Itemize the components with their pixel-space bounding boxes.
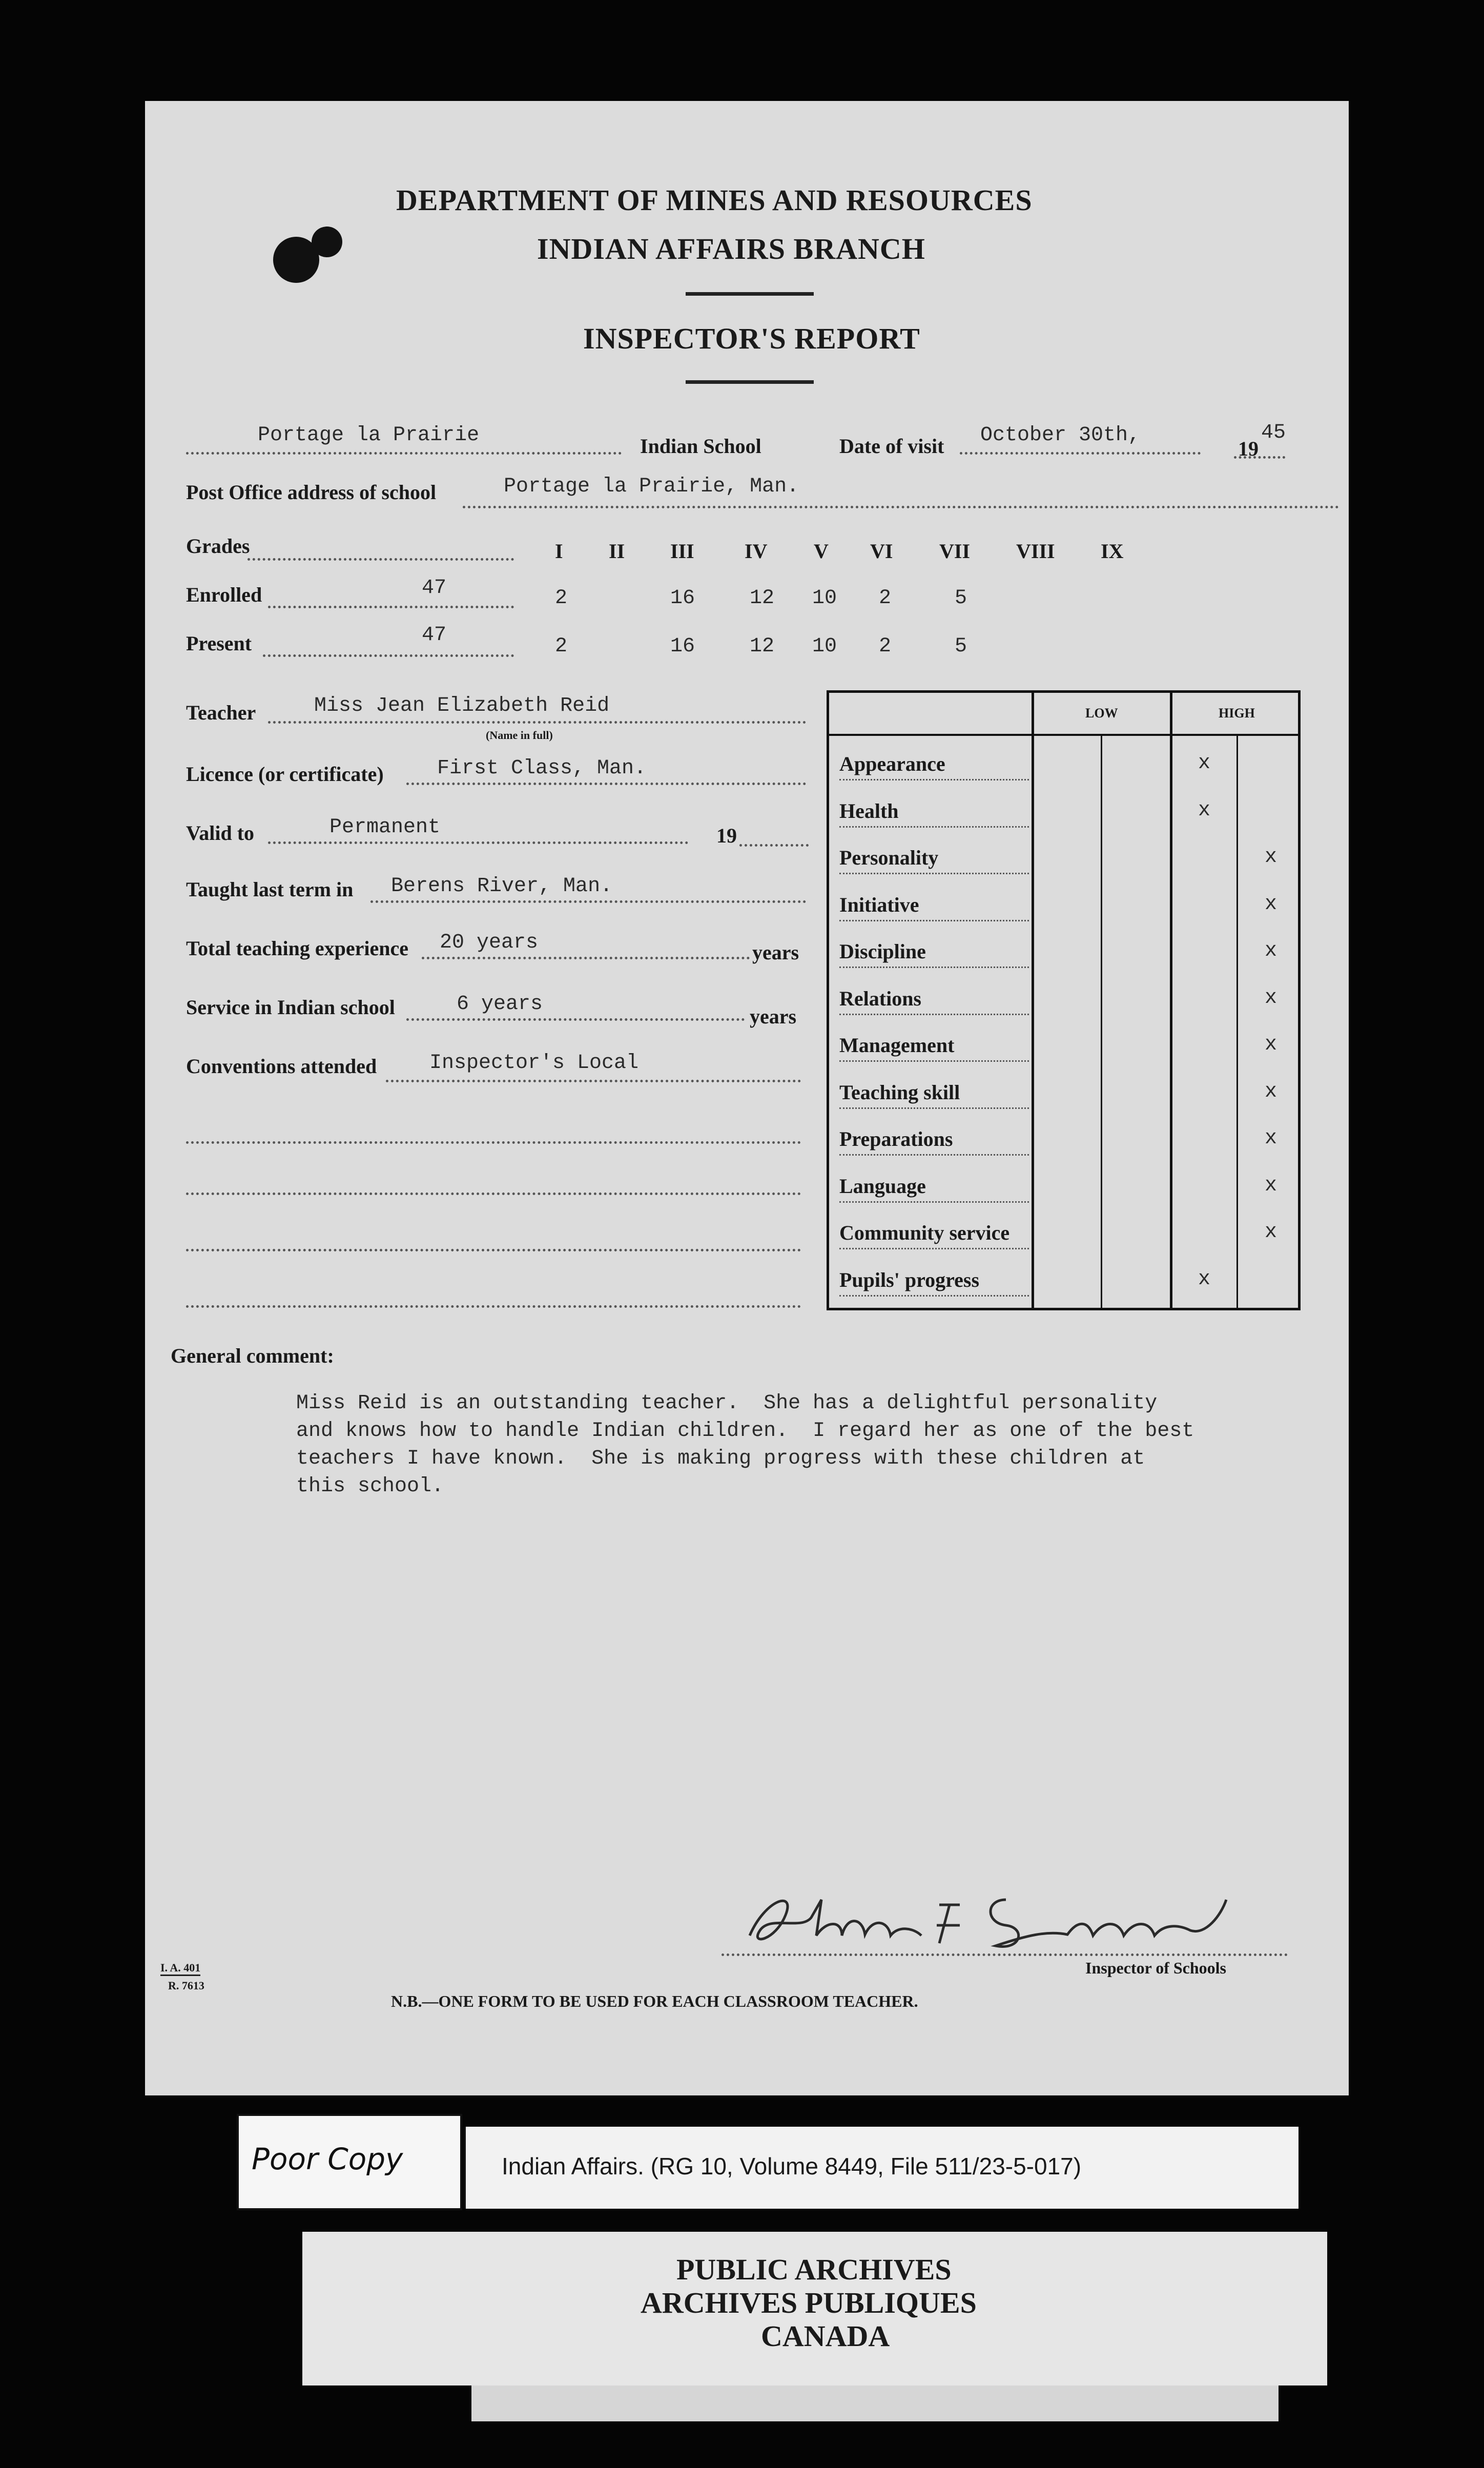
conventions-label: Conventions attended — [186, 1055, 377, 1078]
archives-line-2: ARCHIVES PUBLIQUES — [641, 2286, 977, 2319]
year-suffix: 45 — [1261, 421, 1286, 444]
school-name-line — [186, 452, 622, 455]
present-g1: 2 — [555, 635, 568, 658]
rating-label-teaching-skill: Teaching skill — [839, 1080, 960, 1104]
conventions-line — [386, 1080, 801, 1082]
present-line — [263, 654, 514, 657]
valid-value: Permanent — [329, 816, 441, 839]
enrolled-g1: 2 — [555, 587, 568, 610]
rating-dotted-line — [839, 1014, 1029, 1015]
general-comment-label: General comment: — [171, 1344, 334, 1367]
archives-stamp — [302, 2232, 1327, 2385]
rating-header-divider — [829, 734, 1298, 736]
indian-school-label: Indian School — [640, 435, 761, 458]
conventions-value: Inspector's Local — [429, 1052, 639, 1075]
grade-header-6: VI — [870, 540, 893, 563]
blank-line-2 — [186, 1192, 801, 1195]
rating-dotted-line — [839, 779, 1029, 780]
rating-table — [827, 690, 1301, 1310]
taught-label: Taught last term in — [186, 878, 354, 901]
header-rule-1 — [686, 292, 814, 296]
name-in-full-note: (Name in full) — [486, 729, 553, 742]
rating-col-line-1 — [1032, 693, 1034, 1308]
rating-label-health: Health — [839, 799, 899, 822]
department-title: DEPARTMENT OF MINES AND RESOURCES — [396, 183, 1033, 217]
rating-label-management: Management — [839, 1034, 955, 1057]
teacher-value: Miss Jean Elizabeth Reid — [314, 694, 610, 717]
rating-label-relations: Relations — [839, 986, 921, 1010]
valid-year-line — [739, 844, 809, 847]
rating-col-line-2 — [1101, 734, 1102, 1310]
year-line — [1234, 456, 1285, 459]
footer-note: N.B.—ONE FORM TO BE USED FOR EACH CLASSROOM TEACHER. — [391, 1992, 918, 2010]
rating-mark: x — [1198, 752, 1211, 775]
rating-mark: x — [1198, 798, 1211, 822]
enrolled-total: 47 — [422, 577, 447, 600]
rating-dotted-line — [839, 1060, 1029, 1062]
grades-line — [248, 558, 514, 561]
experience-label: Total teaching experience — [186, 937, 409, 960]
date-label: Date of visit — [839, 435, 944, 458]
date-value: October 30th, — [980, 424, 1141, 447]
comment-line-1: Miss Reid is an outstanding teacher. She has a delightful personality — [296, 1392, 1158, 1415]
grades-label: Grades — [186, 534, 250, 558]
valid-line — [268, 841, 688, 844]
rating-mark: x — [1265, 1080, 1277, 1103]
rating-dotted-line — [839, 873, 1029, 874]
grade-header-2: II — [609, 540, 625, 563]
enrolled-g7: 5 — [955, 587, 967, 610]
date-line — [960, 452, 1201, 455]
branch-title: INDIAN AFFAIRS BRANCH — [537, 232, 925, 265]
taught-value: Berens River, Man. — [391, 875, 613, 898]
present-g4: 12 — [750, 635, 775, 658]
archives-line-3: CANADA — [761, 2319, 890, 2353]
enrolled-g5: 10 — [812, 587, 837, 610]
archives-line-1: PUBLIC ARCHIVES — [676, 2253, 952, 2286]
poor-copy-stamp — [237, 2114, 462, 2210]
rating-mark: x — [1265, 892, 1277, 916]
comment-line-4: this school. — [296, 1475, 444, 1498]
archives-stamp-bottom-edge — [471, 2385, 1279, 2421]
rating-col-line-3 — [1170, 693, 1172, 1308]
rating-label-community-service: Community service — [839, 1221, 1010, 1244]
rating-mark: x — [1265, 1174, 1277, 1197]
rating-dotted-line — [839, 1248, 1029, 1249]
grade-header-7: VII — [939, 540, 971, 563]
grade-header-5: V — [814, 540, 829, 563]
rating-label-personality: Personality — [839, 846, 939, 869]
report-title: INSPECTOR'S REPORT — [583, 322, 920, 355]
ink-blot-small — [312, 227, 342, 257]
rating-label-appearance: Appearance — [839, 752, 945, 775]
experience-value: 20 years — [440, 931, 539, 954]
po-line — [463, 506, 1339, 508]
header-rule-2 — [686, 380, 814, 384]
blank-line-3 — [186, 1249, 801, 1251]
po-label: Post Office address of school — [186, 481, 437, 504]
rating-mark: x — [1265, 1127, 1277, 1150]
licence-label: Licence (or certificate) — [186, 763, 384, 786]
service-label: Service in Indian school — [186, 996, 395, 1019]
valid-year: 19 — [716, 824, 737, 847]
rating-dotted-line — [839, 1154, 1029, 1156]
comment-line-3: teachers I have known. She is making progress with these children at — [296, 1447, 1145, 1470]
taught-line — [370, 900, 806, 903]
service-value: 6 years — [457, 993, 543, 1016]
comment-line-2: and knows how to handle Indian children. I regard her as one of the best — [296, 1420, 1194, 1443]
grade-header-4: IV — [745, 540, 768, 563]
inspector-title: Inspector of Schools — [1085, 1959, 1226, 1977]
rating-dotted-line — [839, 1201, 1029, 1203]
enrolled-label: Enrolled — [186, 583, 262, 606]
school-name-value: Portage la Prairie — [258, 424, 480, 447]
rating-dotted-line — [839, 1295, 1029, 1297]
grade-header-9: IX — [1101, 540, 1124, 563]
rating-label-pupils-progress: Pupils' progress — [839, 1268, 980, 1291]
rating-mark: x — [1265, 1221, 1277, 1244]
report-sheet — [145, 101, 1349, 2095]
rating-label-language: Language — [839, 1174, 926, 1198]
rating-dotted-line — [839, 1107, 1029, 1109]
rating-dotted-line — [839, 966, 1029, 968]
present-g3: 16 — [670, 635, 695, 658]
service-unit: years — [750, 1005, 797, 1028]
signature-line — [722, 1953, 1288, 1956]
enrolled-g6: 2 — [879, 587, 892, 610]
enrolled-g4: 12 — [750, 587, 775, 610]
archive-reference: Indian Affairs. (RG 10, Volume 8449, File 511/23-5-017) — [502, 2153, 1082, 2179]
grade-header-8: VIII — [1016, 540, 1055, 563]
year-prefix: 19 — [1238, 437, 1259, 460]
comment-body — [296, 1390, 1194, 1500]
form-code-1: I. A. 401 — [160, 1961, 200, 1976]
rating-mark: x — [1265, 939, 1277, 962]
rating-dotted-line — [839, 920, 1029, 921]
poor-copy-text: Poor Copy — [252, 2142, 403, 2176]
present-g6: 2 — [879, 635, 892, 658]
teacher-line — [268, 721, 806, 724]
present-total: 47 — [422, 624, 447, 647]
rating-dotted-line — [839, 826, 1029, 828]
rating-mark: x — [1198, 1267, 1211, 1291]
blank-line-4 — [186, 1305, 801, 1308]
rating-col-line-4 — [1236, 734, 1238, 1310]
rating-mark: x — [1265, 846, 1277, 869]
service-line — [406, 1018, 745, 1021]
present-g7: 5 — [955, 635, 967, 658]
grade-header-1: I — [555, 540, 563, 563]
rating-label-initiative: Initiative — [839, 893, 919, 916]
blank-line-1 — [186, 1141, 801, 1144]
experience-line — [422, 957, 750, 959]
enrolled-line — [268, 606, 514, 608]
experience-unit: years — [752, 941, 799, 964]
rating-mark: x — [1265, 1033, 1277, 1056]
archive-reference-strip — [464, 2127, 1299, 2209]
rating-mark: x — [1265, 986, 1277, 1010]
present-g5: 10 — [812, 635, 837, 658]
form-code-2: R. 7613 — [168, 1979, 204, 1992]
valid-label: Valid to — [186, 821, 255, 845]
po-value: Portage la Prairie, Man. — [504, 475, 799, 498]
enrolled-g3: 16 — [670, 587, 695, 610]
grade-header-3: III — [670, 540, 694, 563]
licence-line — [406, 783, 806, 785]
teacher-label: Teacher — [186, 701, 256, 724]
signature — [719, 1869, 1231, 1966]
present-label: Present — [186, 632, 252, 655]
licence-value: First Class, Man. — [437, 757, 647, 780]
low-label: LOW — [1085, 706, 1118, 721]
rating-label-discipline: Discipline — [839, 940, 926, 963]
rating-label-preparations: Preparations — [839, 1127, 953, 1150]
high-label: HIGH — [1219, 706, 1255, 721]
